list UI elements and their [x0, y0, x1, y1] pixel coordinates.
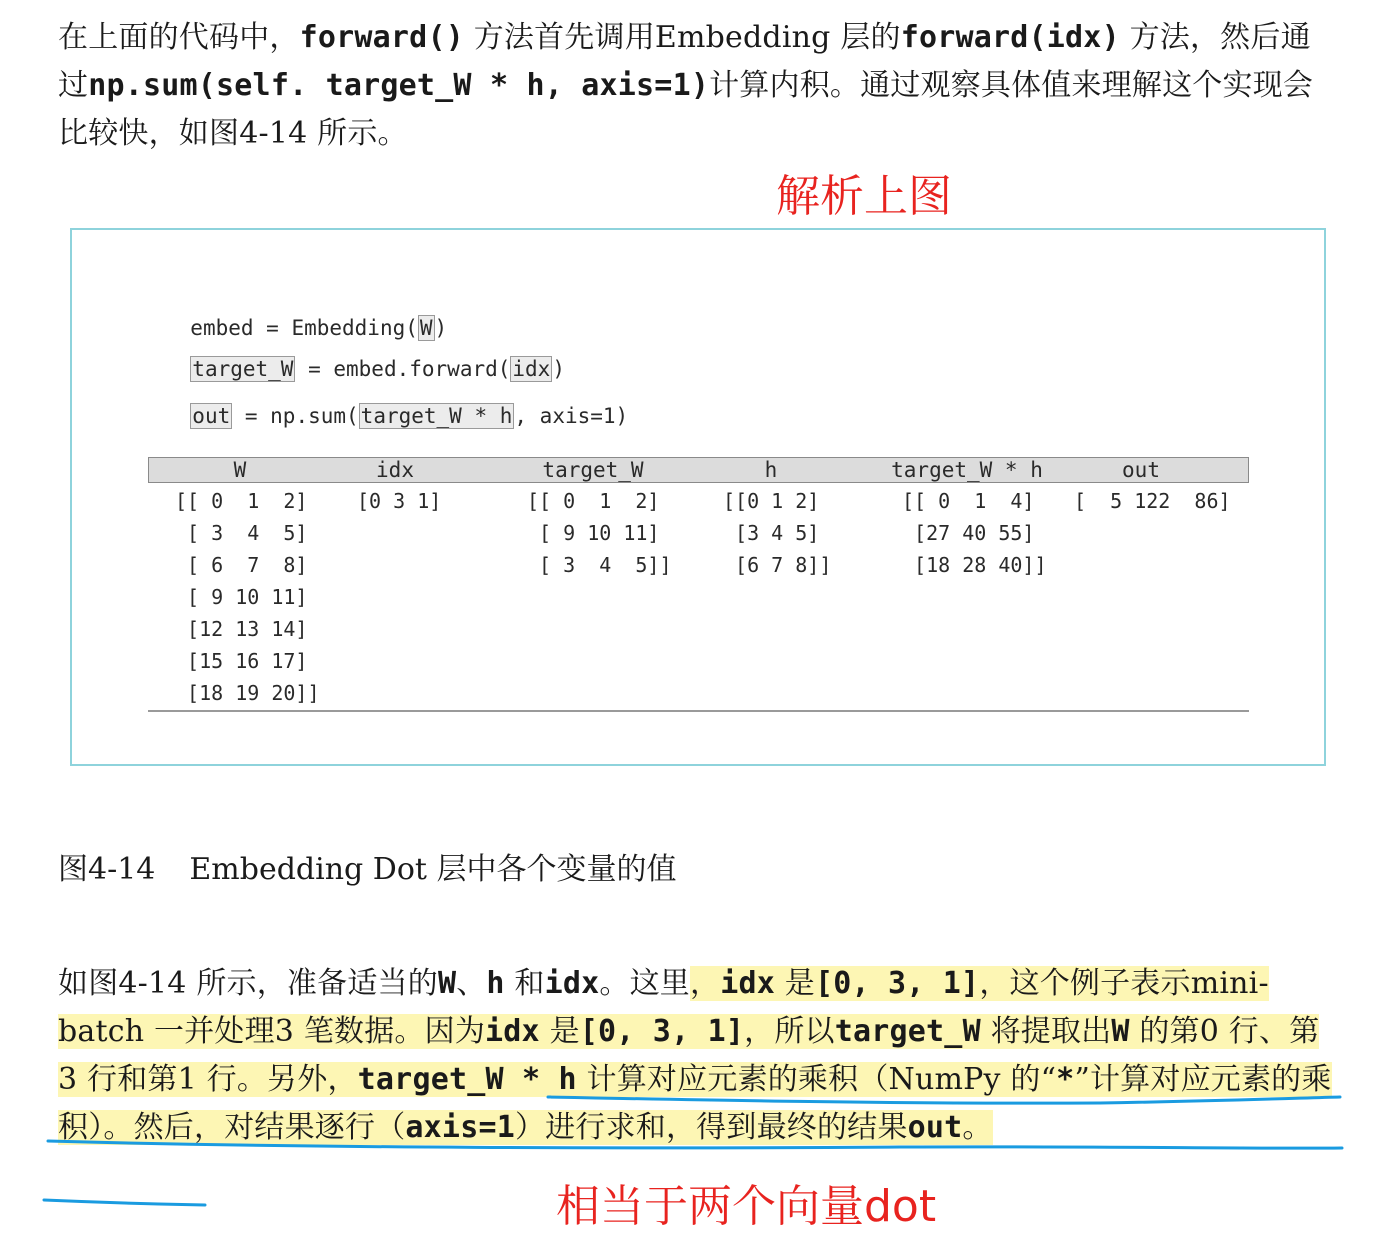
inline-code: idx — [720, 966, 776, 1001]
paragraph-text: 的第0 行、第3 行和第1 行。另外， — [58, 1014, 1320, 1097]
matrix-row: [15 16 17] — [175, 649, 308, 673]
header-target-W: target_W — [542, 458, 644, 482]
paragraph-text: 如图4-14 所示，准备适当的 — [58, 966, 438, 1001]
matrix-row: [12 13 14] — [175, 617, 308, 641]
matrix-row: [0 3 1] — [357, 489, 442, 513]
inline-code: h — [486, 966, 505, 1001]
inline-code: W — [437, 966, 457, 1001]
code-token: ) — [552, 357, 565, 381]
code-token: embed = Embedding( — [190, 316, 418, 340]
inline-code: idx — [544, 966, 600, 1001]
matrix-row: [ 3 4 5]] — [527, 553, 672, 577]
matrix-row: [[ 0 1 2] — [527, 489, 660, 513]
matrix-row: [ 3 4 5] — [175, 521, 308, 545]
paragraph-text: ， — [690, 966, 721, 1001]
code-var-target-W: target_W — [192, 357, 294, 381]
inline-code: W — [1111, 1014, 1130, 1049]
matrix-row: [[ 0 1 2] — [175, 489, 308, 513]
underline-stroke — [44, 1200, 205, 1205]
inline-code: forward(idx) — [900, 20, 1120, 55]
underline-stroke — [548, 1097, 1340, 1103]
paragraph-text: 和 — [504, 966, 545, 1001]
inline-code: [0, 3, 1] — [579, 1014, 745, 1049]
paragraph-text: 计算对应元素的乘积（NumPy 的“ — [576, 1062, 1057, 1097]
inline-code: out — [907, 1110, 963, 1145]
inline-code: axis=1 — [405, 1110, 515, 1145]
paragraph-text: 。这里 — [599, 966, 691, 1001]
code-token: ) — [434, 316, 448, 340]
matrix-row: [ 5 122 86] — [1074, 489, 1231, 513]
code-var-out: out — [192, 404, 231, 428]
header-out: out — [1122, 458, 1160, 482]
matrix-row: [ 6 7 8] — [175, 553, 308, 577]
code-token: , axis=1) — [514, 404, 629, 428]
paragraph-text: ，这个例子表示mini-batch 一并处理3 笔数据。因为 — [58, 966, 1269, 1049]
code-token: = embed.forward( — [295, 357, 511, 381]
paragraph-text: 、 — [456, 966, 487, 1001]
paragraph-text: 方法，然后通过 — [58, 20, 1311, 103]
paragraph-text: 是 — [539, 1014, 580, 1049]
code-var-W: W — [419, 316, 433, 340]
paragraph-text: 是 — [775, 966, 815, 1001]
code-token: = np.sum( — [232, 404, 359, 428]
caption-text: Embedding Dot 层中各个变量的值 — [189, 852, 677, 887]
paragraph-text: ）进行求和，得到最终的结果 — [514, 1110, 908, 1145]
header-W: W — [233, 458, 247, 482]
header-idx: idx — [376, 458, 414, 482]
inline-code: * — [1056, 1062, 1075, 1097]
underline-stroke — [48, 1141, 1342, 1148]
paragraph-text: ”计算对应元素的乘积）。然后，对结果逐行（ — [58, 1062, 1332, 1145]
matrix-row: [3 4 5] — [723, 521, 820, 545]
matrix-row: [[ 0 1 4] — [902, 489, 1035, 513]
paragraph-text: 将提取出 — [980, 1014, 1112, 1049]
matrix-row: [[0 1 2] — [723, 489, 820, 513]
inline-code: [0, 3, 1] — [814, 966, 980, 1001]
matrix-row: [27 40 55] — [902, 521, 1035, 545]
matrix-row: [18 19 20]] — [175, 681, 320, 705]
code-var-product: target_W * h — [360, 404, 513, 428]
paragraph-text: 在上面的代码中， — [58, 20, 300, 55]
matrix-row: [ 9 10 11] — [527, 521, 660, 545]
matrix-row: [ 9 10 11] — [175, 585, 308, 609]
code-var-idx: idx — [512, 357, 551, 381]
paragraph-text: 方法首先调用Embedding 层的 — [463, 20, 901, 55]
header-h: h — [764, 458, 778, 482]
inline-code: target_W — [834, 1014, 981, 1049]
inline-code: np.sum(self. target_W * h, axis=1) — [88, 68, 710, 103]
matrix-row: [18 28 40]] — [902, 553, 1047, 577]
inline-code: idx — [485, 1014, 540, 1049]
caption-number: 图4-14 — [58, 852, 156, 887]
paragraph-text: 。 — [962, 1110, 993, 1145]
inline-code: target_W * h — [357, 1062, 577, 1097]
paragraph-text: 计算内积。通过观察具体值来理解这个实现会比较快，如图4-14 所示。 — [58, 68, 1314, 151]
inline-code: forward() — [299, 20, 464, 55]
annotation-analyze-figure: 解析上图 — [776, 171, 952, 222]
header-product: target_W * h — [891, 458, 1043, 482]
paragraph-text: ，所以 — [744, 1014, 835, 1049]
matrix-row: [6 7 8]] — [723, 553, 832, 577]
annotation-vector-dot: 相当于两个向量dot — [556, 1181, 937, 1232]
